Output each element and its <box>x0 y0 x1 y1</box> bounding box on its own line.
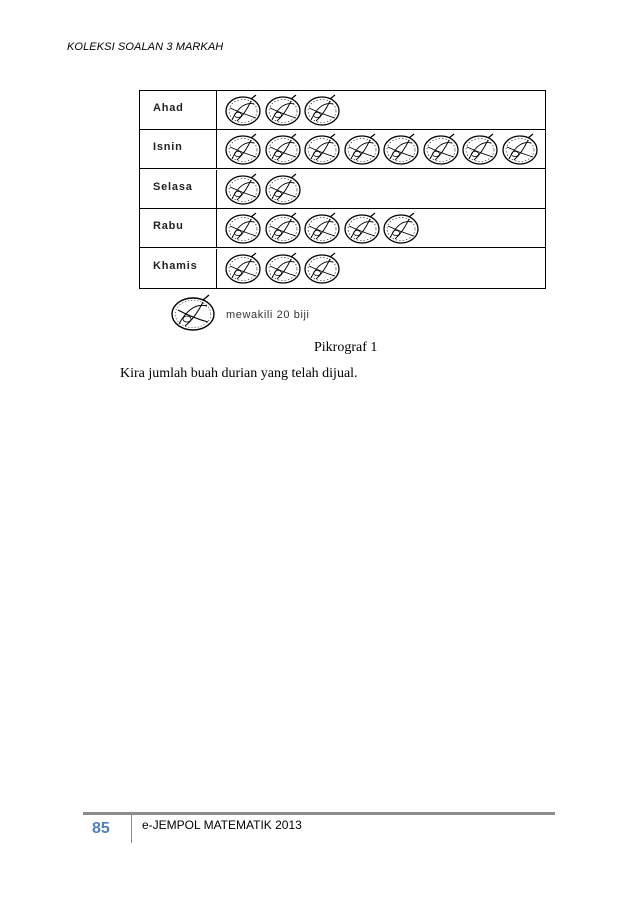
durian-icon <box>264 172 302 206</box>
legend-text: mewakili 20 biji <box>226 309 310 321</box>
pictograph-row-selasa <box>140 170 545 209</box>
row-label: Isnin <box>153 141 183 154</box>
row-icons <box>216 249 544 288</box>
durian-icon <box>224 172 262 206</box>
durian-icon <box>303 132 341 166</box>
pictograph-row-isnin <box>140 130 545 169</box>
page-number: 85 <box>92 820 110 837</box>
durian-icon <box>264 251 302 285</box>
row-icons <box>216 170 544 209</box>
durian-icon <box>264 93 302 127</box>
row-label: Ahad <box>153 102 184 114</box>
figure-caption: Pikrograf 1 <box>314 340 378 355</box>
durian-icon <box>224 251 262 285</box>
row-label: Selasa <box>153 180 193 193</box>
durian-icon <box>461 132 499 166</box>
durian-icon <box>224 93 262 127</box>
durian-icon <box>303 251 341 285</box>
pictograph-table <box>139 90 546 289</box>
footer-divider <box>131 815 132 843</box>
durian-icon <box>501 132 539 166</box>
durian-icon <box>303 211 341 245</box>
pictograph-row-khamis <box>140 249 545 288</box>
durian-icon <box>264 211 302 245</box>
durian-icon <box>168 293 218 333</box>
durian-icon <box>224 132 262 166</box>
durian-icon <box>224 211 262 245</box>
pictograph-row-rabu <box>140 209 545 248</box>
durian-icon <box>303 93 341 127</box>
durian-icon <box>382 132 420 166</box>
durian-icon <box>343 132 381 166</box>
durian-icon <box>422 132 460 166</box>
footer-rule <box>83 812 555 815</box>
row-label: Khamis <box>153 259 198 272</box>
row-icons <box>216 91 544 130</box>
row-icons <box>216 209 544 248</box>
question-text: Kira jumlah buah durian yang telah dijual. <box>120 366 358 381</box>
footer-text: e-JEMPOL MATEMATIK 2013 <box>142 818 302 832</box>
row-label: Rabu <box>153 220 184 233</box>
durian-icon <box>264 132 302 166</box>
pictograph-row-ahad <box>140 91 545 130</box>
row-icons <box>216 130 544 169</box>
page-header: KOLEKSI SOALAN 3 MARKAH <box>67 41 224 53</box>
pictograph-legend <box>168 293 408 333</box>
durian-icon <box>382 211 420 245</box>
durian-icon <box>343 211 381 245</box>
